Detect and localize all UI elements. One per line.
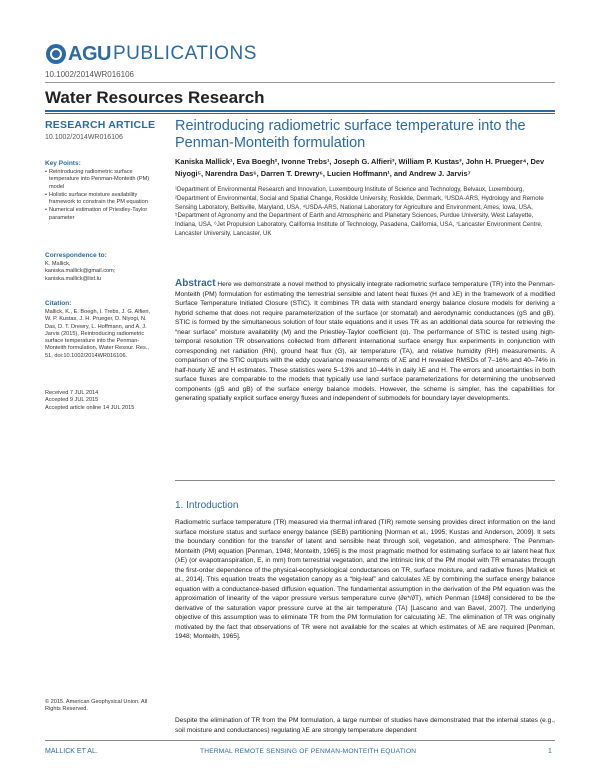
- author-list: Kaniska Mallick¹, Eva Boegh², Ivonne Trebs¹, Joseph G. Alfieri³, William P. Kustas³, John H. Prueger⁴, Dev Niyogi⁵, Narendra Das⁶, Darren T. Drewry⁶, Lucien Hoffmann¹, and Andrew J. Jarvis⁷: [175, 157, 545, 178]
- key-points-heading: Key Points:: [45, 160, 81, 167]
- key-point: • Reintroducing radiometric surface temperature into Penman-Monteith (PM) model: [45, 169, 155, 191]
- agu-globe-icon: [46, 44, 66, 64]
- key-point: • Numerical estimation of Priestley-Taylor parameter: [45, 207, 155, 222]
- affiliations: ¹Department of Environmental Research and Innovation, Luxembourg Institute of Science and Technology, Belvaux, Luxembourg, ²Department of Environmental, Social and Spatial Change, Roskilde University, Roskilde, Denmark, ³USDA-ARS, Hydrology and Remote Sensing Laboratory, Beltsville, Maryland, USA, ⁴USDA-ARS, National Laboratory for Agriculture and Environment, Ames, Iowa, USA, ⁵Department of Agronomy and the Department of Earth and Atmospheric and Planetary Sciences, Purdue University, West Lafayette, Indiana, USA, ⁶Jet Propulsion Laboratory, California Institute of Technology, Pasadena, California, USA, ⁷Lancaster Environment Centre, Lancaster University, Lancaster, UK: [175, 186, 544, 237]
- article-doi: 10.1002/2014WR016106: [45, 134, 123, 141]
- body-paragraph: Despite the elimination of TR from the PM formulation, a large number of studies have demonstrated that the internal states (e.g., soil moisture and conductances) regulating λE are strongly temperature dependent: [175, 717, 555, 734]
- abstract-divider: [175, 480, 555, 481]
- footer-running-title: THERMAL REMOTE SENSING OF PENMAN-MONTEITH EQUATION: [200, 748, 417, 755]
- citation-heading: Citation:: [45, 300, 72, 307]
- page-number: 1: [548, 748, 552, 755]
- body-paragraph: Radiometric surface temperature (TR) measured via thermal infrared (TIR) remote sensing provides direct information on the land surface moisture status and surface energy balance (SEB) partitioning [Norman et al., 1995; Kustas and Anderson, 2009]. It sets the boundary condition for the transfer of latent and sensible heat through soil, vegetation, and atmosphere. The Penman-Monteith (PM) equation [Penman, 1948; Monteith, 1965] is the most pragmatic method for estimating surface to air latent heat flux (λE) (or evapotranspiration, E, in mm) from terrestrial vegetation, and the intrinsic link of the PM model with TR emanates through the first-order dependence of the physical-ecophysiological conductances on TR, surface moisture, and radiative fluxes [Mallick et al., 2014]. This equation treats the vegetation canopy as a “big-leaf” and calculates λE by combining the surface energy balance equation with a conductance-based diffusion equation. The fundamental assumption in the derivation of the PM equation was the approximation of linearity of the vapor pressure versus temperature curve (∂e*/∂T), which Penman [1948] considered to be the derivative of the saturation vapor pressure curve at the air temperature (TA) [Lascano and van Bavel, 2007]. The underlying objective of this assumption was to eliminate TR from the PM formulation for calculating λE. The elimination of TR was originally motivated by the fact that observations of TR were not available for the scales at which estimates of λE are required [Penman, 1948; Monteith, 1965].: [175, 519, 555, 640]
- citation-text: Mallick, K., E. Boegh, I. Trebs, J. G. Alfieri, W. P. Kustas, J. H. Prueger, D. Niyogi, N. Das, D. T. Drewry, L. Hoffmann, and A. J. Jarvis (2015), Reintroducing radiometric surface temperature into the Penman-Monteith formulation, Water Resour. Res., 51, doi:10.1002/2014WR016106.: [45, 309, 151, 359]
- footer-author: MALLICK ET AL.: [45, 748, 98, 755]
- abstract-text: Here we demonstrate a novel method to physically integrate radiometric surface temperature (TR) into the Penman-Monteith (PM) formulation for estimating the terrestrial sensible and latent heat fluxes (H and λE) in the framework of a modified Surface Temperature Initiated Closure (STIC). It combines TR data with standard energy balance closure models for deriving a hybrid scheme that does not require parameterization of the surface (or stomatal) and aerodynamic conductances (gS and gB). STIC is formed by the simultaneous solution of four state equations and it uses TR as an additional data source for retrieving the “near surface” moisture availability (M) and the Priestley-Taylor coefficient (α). The performance of STIC is tested using high-temporal resolution TR observations collected from different international surface energy flux experiments in conjunction with corresponding net radiation (RN), ground heat flux (G), air temperature (TA), and relative humidity (RH) measurements. A comparison of the STIC outputs with the eddy covariance measurements of λE and H revealed RMSDs of 7–16% and 40–74% in half-hourly λE and H estimates. These statistics were 5–13% and 10–44% in daily λE and H. The errors and uncertainties in both surface fluxes are comparable to the models that typically use land surface parameterizations for determining the unobserved components (gS and gB) of the surface energy balance models. However, the scheme is simpler, has the capabilities for generating spatially explicit surface energy fluxes and independent of submodels for boundary layer developments.: [175, 281, 555, 402]
- correspondence-heading: Correspondence to:: [45, 252, 107, 259]
- article-type: RESEARCH ARTICLE: [45, 119, 156, 131]
- publisher-logo: [45, 43, 257, 65]
- journal-divider-thin: [45, 113, 555, 114]
- journal-title: Water Resources Research: [45, 88, 265, 107]
- copyright-notice: © 2015. American Geophysical Union. All Rights Reserved.: [45, 699, 148, 713]
- logo-agu-text: AGU: [68, 42, 111, 65]
- section-heading-introduction: 1. Introduction: [175, 500, 239, 511]
- logo-publications-text: PUBLICATIONS: [112, 43, 257, 64]
- footer-divider: [45, 740, 555, 741]
- key-point: • Holistic surface moisture availability framework to constrain the PM equation: [45, 192, 155, 207]
- key-points-list: [45, 169, 155, 223]
- article-dates: Received 7 JUL 2014 Accepted 9 JUL 2015 Accepted article online 14 JUL 2015: [45, 390, 135, 411]
- journal-divider: [45, 110, 555, 112]
- header-divider: [45, 82, 555, 83]
- correspondence-text: K. Mallick, kaniska.mallick@gmail.com; kaniska.mallick@list.lu: [45, 261, 116, 282]
- article-title: Reintroducing radiometric surface temperature into the Penman-Monteith formulation: [175, 118, 526, 151]
- abstract-heading: Abstract: [175, 278, 216, 289]
- header-doi: 10.1002/2014WR016106: [45, 70, 134, 79]
- abstract: [175, 279, 555, 404]
